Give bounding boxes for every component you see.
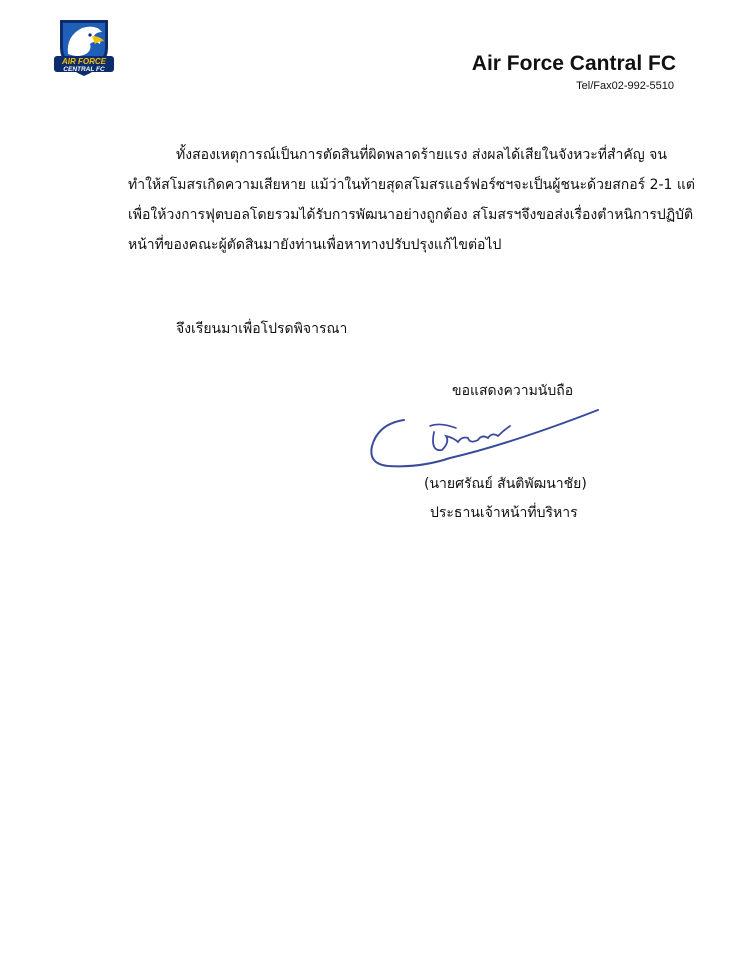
contact-number: Tel/Fax02-992-5510: [576, 80, 674, 92]
signature-stroke: [433, 426, 510, 450]
signature-stroke: [430, 424, 456, 428]
body-line: ทั้งสองเหตุการณ์เป็นการตัดสินที่ผิดพลาดร้ายแรง ส่งผลได้เสียในจังหวะที่สำคัญ จน: [176, 147, 667, 163]
letter-body: [128, 140, 696, 260]
club-logo: [52, 14, 116, 78]
closing-line: จึงเรียนมาเพื่อโปรดพิจารณา: [176, 321, 348, 337]
signer-title: ประธานเจ้าหน้าที่บริหาร: [430, 505, 578, 521]
logo-text-line2: CENTRAL FC: [63, 66, 105, 73]
eagle-eye-icon: [88, 33, 91, 36]
eagle-shield-icon: [52, 14, 116, 78]
signature-stroke: [371, 410, 598, 466]
handwritten-signature: [360, 402, 604, 472]
logo-text-line1: AIR FORCE: [62, 57, 106, 66]
signer-name: (นายศรัณย์ สันติพัฒนาชัย): [424, 476, 587, 492]
organization-name: Air Force Cantral FC: [471, 52, 676, 75]
body-line: ทำให้สโมสรเกิดความเสียหาย แม้ว่าในท้ายสุดสโมสรแอร์ฟอร์ซฯจะเป็นผู้ชนะด้วยสกอร์ 2-1 แต่: [128, 177, 696, 193]
body-line: เพื่อให้วงการฟุตบอลโดยรวมได้รับการพัฒนาอย่างถูกต้อง สโมสรฯจึงขอส่งเรื่องตำหนิการปฏิบัติ: [128, 207, 694, 223]
body-line: หน้าที่ของคณะผู้ตัดสินมายังท่านเพื่อหาทางปรับปรุงแก้ไขต่อไป: [128, 237, 502, 253]
regards-text: ขอแสดงความนับถือ: [452, 383, 574, 399]
